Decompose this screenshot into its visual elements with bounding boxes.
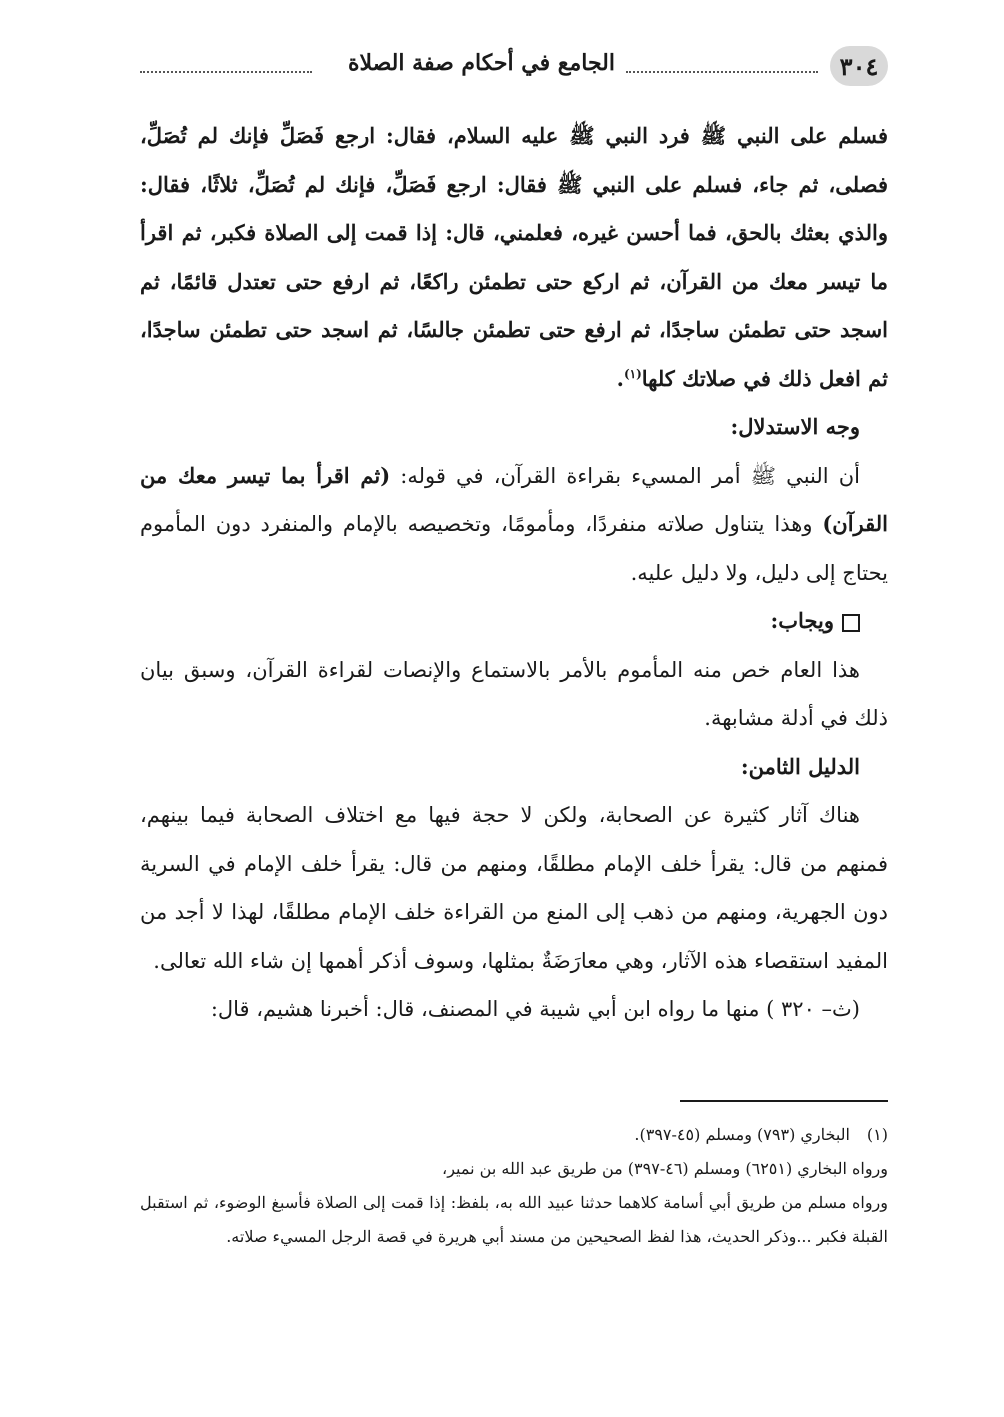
- main-text: [140, 112, 888, 1034]
- heading-answer: [140, 597, 888, 646]
- footnote-text-1: البخاري (٧٩٣) ومسلم (٤٥-٣٩٧).: [634, 1125, 850, 1144]
- heading-eighth-evidence: الدليل الثامن:: [740, 753, 860, 779]
- footnote-line-2: ورواه البخاري (٦٢٥١) ومسلم (٤٦-٣٩٧) من طريق عبد الله بن نمير،: [442, 1159, 888, 1178]
- page-header: [140, 42, 888, 98]
- istidlal-start: أن النبي ﷺ أمر المسيء بقراءة القرآن، في قوله:: [390, 463, 860, 488]
- heading-answer-label: ويجاب:: [770, 608, 834, 633]
- page-number: ٣٠٤: [830, 46, 888, 86]
- istidlal-end: وهذا يتناول صلاته منفردًا، ومأمومًا، وتخصيصه بالإمام والمنفرد دون المأموم يحتاج إلى دليل، ولا دليل عليه.: [140, 512, 888, 585]
- header-dotted-rule-left: [140, 71, 312, 73]
- athar-paragraph: (ث– ٣٢٠ ) منها ما رواه ابن أبي شيبة في المصنف، قال: أخبرنا هشيم، قال:: [210, 997, 860, 1021]
- hadith-paragraph: [140, 112, 888, 403]
- istidlal-paragraph: [140, 452, 888, 598]
- footnote-reference[interactable]: (١): [623, 366, 642, 381]
- eighth-evidence-paragraph: هناك آثار كثيرة عن الصحابة، ولكن لا حجة فيها مع اختلاف الصحابة فيما بينهم، فمنهم من قال: يقرأ خلف الإمام مطلقًا، ومنهم من قال: يقرأ خلف الإمام في السرية دون الجهرية، ومنهم من ذهب إلى المنع من القراءة خلف الإمام مطلقًا، لهذا لا أجد من المفيد استقصاء هذه الآثار، وهي معارَضَةٌ بمثلها، وسوف أذكر أهمها إن شاء الله تعالى.: [140, 803, 888, 973]
- footnote-line-1: [140, 1118, 888, 1152]
- header-dotted-rule-right: [626, 71, 818, 73]
- checkbox-icon: [842, 614, 860, 632]
- hadith-text: فسلم على النبي ﷺ فرد النبي ﷺ عليه السلام، فقال: ارجع فَصَلِّ فإنك لم تُصَلِّ، فصلى، ثم جاء، فسلم على النبي ﷺ فقال: ارجع فَصَلِّ، فإنك لم تُصَلِّ، ثلاثًا، فقال: والذي بعثك بالحق، فما أحسن غيره، فعلمني، قال: إذا قمت إلى الصلاة فكبر، ثم اقرأ ما تيسر معك من القرآن، ثم اركع حتى تطمئن راكعًا، ثم ارفع حتى تعتدل قائمًا، ثم اسجد حتى تطمئن ساجدًا، ثم ارفع حتى تطمئن جالسًا، ثم اسجد حتى تطمئن ساجدًا، ثم افعل ذلك في صلاتك كلها: [140, 123, 888, 391]
- footnote-number: (١): [866, 1125, 888, 1144]
- footnote-line-3: ورواه مسلم من طريق أبي أسامة كلاهما حدثنا عبيد الله به، بلفظ: إذا قمت إلى الصلاة فأسبغ الوضوء، ثم استقبل القبلة فكبر ...وذكر الحديث، هذا لفظ الصحيحين من مسند أبي هريرة في قصة الرجل المسيء صلاته.: [140, 1193, 889, 1246]
- footnote-separator: [680, 1100, 888, 1102]
- answer-paragraph: هذا العام خص منه المأموم بالأمر بالاستماع والإنصات لقراءة القرآن، وسبق بيان ذلك في أدلة مشابهة.: [140, 657, 888, 730]
- footnotes: [140, 1118, 888, 1254]
- running-title: الجامع في أحكام صفة الصلاة: [342, 50, 621, 76]
- heading-istidlal: وجه الاستدلال:: [730, 414, 860, 439]
- istidlal-quote: (ثم اقرأ بما تيسر معك من القرآن): [140, 462, 888, 536]
- hadith-end: .: [616, 365, 624, 391]
